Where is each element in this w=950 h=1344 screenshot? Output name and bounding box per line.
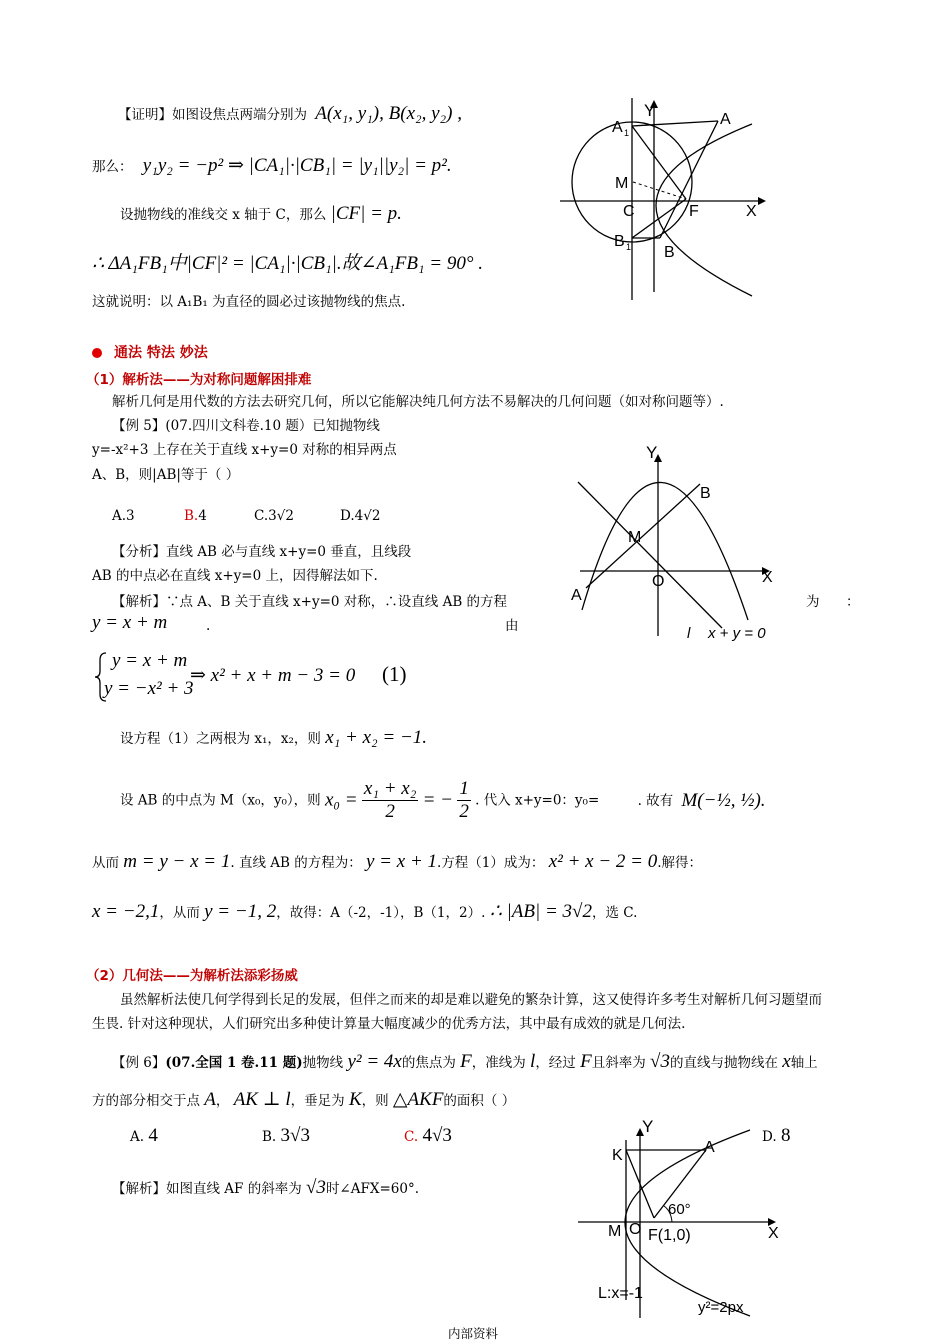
fig1-label-y: Y [644, 101, 656, 120]
ex5-solve-dot: . [206, 618, 211, 634]
fig1-label-f: F [689, 203, 699, 220]
then-line-eq: y = x + 1 [366, 851, 438, 872]
ex5-solve-label: 【解析】 [112, 594, 166, 610]
ex6-label: 【例 6】 [112, 1055, 166, 1071]
fig1-label-a: A [720, 111, 731, 128]
ex5-option-b [184, 506, 254, 526]
fig3-label-o: O [629, 1221, 642, 1238]
then-line-text: . 直线 AB 的方程为： [230, 855, 362, 871]
fig1-seg-b1-f [632, 199, 686, 238]
system-eq-1: y = x + m [112, 650, 188, 671]
ex6-text-4: ，经过 [535, 1055, 576, 1071]
fig3-label-m: M [608, 1223, 622, 1240]
fig1-label-x: X [746, 203, 757, 220]
proof-line-5 [92, 292, 405, 312]
ex5-label: 【例 5】 [112, 418, 166, 434]
ex6-f: F [460, 1051, 472, 1072]
proof-line4-math: ∴ ΔA₁FB₁中|CF|² = |CA₁|·|CB₁|.故∠A₁FB₁ = 90° . [92, 253, 483, 274]
ex6-parabola: y² = 4x [347, 1051, 402, 1072]
final-x: x = −2,1 [92, 901, 160, 922]
ex5-solve-you: 由 [505, 618, 519, 634]
ex5-analysis-2: AB 的中点必在直线 x+y=0 上，因得解法如下. [92, 568, 378, 584]
footer-text: 内部资料 [448, 1326, 499, 1341]
ex6-text-7: 轴上 [790, 1055, 818, 1071]
ex6-solve-text: 如图直线 AF 的斜率为 [166, 1181, 302, 1197]
bullet-icon [92, 348, 102, 358]
ex5-options [112, 506, 380, 526]
fig2-segment-ab [586, 484, 700, 588]
fig2-label-line: x + y = 0 [708, 625, 766, 642]
ex5-option-b-letter: B. [184, 508, 199, 524]
ex6-text-3: ，准线为 [471, 1055, 526, 1071]
fig3-label-f: F(1,0) [648, 1227, 691, 1244]
then-line [92, 852, 702, 873]
fig3-label-para: y²=2px [698, 1299, 744, 1316]
ex6-option-b-value: 3√3 [280, 1125, 310, 1146]
fig1-label-b: B [664, 244, 675, 261]
ex5-analysis-label: 【分析】 [112, 544, 166, 560]
ex5-line-2: y=-x²+3 上存在关于直线 x+y=0 对称的相异两点 [92, 442, 397, 458]
ex6-text-6: 的直线与抛物线在 [669, 1055, 778, 1071]
ex6-option-a [130, 1126, 262, 1147]
then-text: 从而 [92, 855, 119, 871]
midpoint-line [120, 778, 766, 823]
ex6-option-d-value: 8 [780, 1125, 791, 1146]
mid-half [457, 778, 471, 823]
proof-line5-text: 这就说明：以 A₁B₁ 为直径的圆必过该抛物线的焦点. [92, 294, 406, 310]
fig1-seg-a-b [660, 121, 718, 238]
proof-line1-text: 如图设焦点两端分别为 [172, 107, 307, 123]
ex5-analysis-1 [112, 542, 411, 562]
then-eq: x² + x − 2 = 0 [548, 851, 658, 872]
mid-eq2: = − [422, 789, 454, 811]
figure-1-circle-parabola [556, 96, 766, 302]
mid-gu: . 故有 [637, 792, 674, 809]
fig1-seg-a1-f [632, 126, 686, 199]
ex5-solve-colon: ： [846, 594, 860, 610]
fig2-label-x: X [762, 569, 773, 586]
ex6-point-a: A [204, 1089, 216, 1110]
para-2b: 生畏. 针对这种现状，人们研究出多种使计算量大幅度减少的优秀方法，其中最有成效的就是几何法. [92, 1016, 686, 1032]
ex6-l: l [530, 1051, 536, 1072]
ex6-line2-b: ，垂足为 [290, 1093, 345, 1109]
fig3-label-angle: 60° [668, 1201, 691, 1218]
subsection-1-title: （1）解析法——为对称问题解困排难 [86, 372, 312, 388]
ex6-f2: F [580, 1051, 592, 1072]
ex6-point-k: K [348, 1089, 362, 1110]
roots-line [120, 728, 427, 749]
proof-line-1 [118, 104, 462, 125]
ex6-text-5: 且斜率为 [591, 1055, 646, 1071]
mid-half-den: 2 [459, 801, 469, 822]
ex6-line2-a: 方的部分相交于点 [92, 1093, 200, 1109]
system-result: ⇒ x² + x + m − 3 = 0 [190, 665, 356, 686]
fig2-label-o: O [652, 573, 665, 590]
ex6-x: x [782, 1051, 791, 1072]
ex6-line2-d: 的面积（ ） [443, 1093, 516, 1109]
ex5-option-d: D.4√2 [340, 508, 381, 524]
ex6-solve-label: 【解析】 [112, 1181, 166, 1197]
fig3-label-l: L:x=-1 [598, 1285, 643, 1302]
fig2-parabola [582, 482, 748, 620]
ex6-src: (07.全国 1 卷.11 题) [165, 1055, 303, 1071]
ex6-triangle: △AKF [392, 1089, 444, 1110]
then-eq-text: .方程（1）成为： [437, 855, 545, 871]
proof-label: 【证明】 [118, 107, 172, 123]
proof-line3-text: 设抛物线的准线交 x 轴于 C，那么 [120, 207, 327, 223]
ex6-option-c-value: 4√3 [422, 1125, 452, 1146]
mid-frac [362, 778, 418, 823]
ex6-option-b [262, 1126, 404, 1147]
then-solve: .解得： [657, 855, 703, 871]
mid-text: 设 AB 的中点为 M（x₀，y₀），则 [120, 792, 321, 809]
para-2a: 虽然解析法使几何学得到长足的发展，但伴之而来的却是难以避免的繁杂计算，这又使得许多考生对解析几何习题望而 [120, 992, 822, 1008]
ex5-option-b-value: 4 [198, 508, 207, 524]
ex5-line-3: A、B，则|AB|等于（ ） [92, 467, 240, 483]
fig2-label-a: A [571, 587, 582, 604]
mid-sub: . 代入 x+y=0：y₀= [475, 792, 600, 809]
fig2-label-m: M [628, 529, 642, 546]
ex6-slope: √3 [650, 1051, 670, 1072]
fig1-x-arrow [758, 197, 766, 205]
ex6-perp: AK ⊥ l [233, 1089, 291, 1110]
ex6-option-a-value: 4 [148, 1125, 158, 1146]
ex5-line-1 [112, 416, 380, 436]
final-text-3: ，选 C. [591, 905, 638, 921]
final-ab: ∴ |AB| = 3√2 [489, 901, 592, 922]
ex6-solve-line [112, 1178, 419, 1199]
fig2-label-l: l [687, 625, 691, 642]
ex5-option-a: A.3 [112, 508, 135, 524]
section-title-text: 通法 特法 妙法 [114, 345, 208, 361]
mid-half-num: 1 [459, 778, 469, 799]
fig1-label-m: M [615, 175, 629, 192]
ex5-analysis-text: 直线 AB 必与直线 x+y=0 垂直，且线段 [166, 544, 412, 560]
ex6-text-2: 的焦点为 [401, 1055, 456, 1071]
fig3-label-x: X [768, 1225, 779, 1242]
para-1: 解析几何是用代数的方法去研究几何，所以它能解决纯几何方法不易解决的几何问题（如对称问题等）. [112, 394, 724, 410]
system-tag: (1) [382, 662, 407, 686]
ex6-line-1 [112, 1052, 818, 1073]
final-text-2: ，故得：A（-2，-1），B（1，2）. [276, 905, 486, 921]
final-text-1: ，从而 [159, 905, 200, 921]
ex6-text-1: 抛物线 [302, 1055, 344, 1071]
final-y: y = −1, 2 [204, 901, 277, 922]
fig1-label-b1: B [614, 233, 625, 250]
fig3-label-k: K [612, 1147, 623, 1164]
ex5-option-c: C.3√2 [254, 508, 294, 524]
system-eq-2: y = −x² + 3 [104, 678, 194, 699]
ex6-solve-tail: 时∠AFX=60°. [325, 1181, 420, 1197]
proof-line2-math: y₁y₂ = −p² ⇒ |CA₁|·|CB₁| = |y₁||y₂| = p². [142, 155, 452, 176]
ex6-option-c [404, 1125, 452, 1146]
fig1-label-c: C [623, 203, 635, 220]
proof-line-4 [92, 254, 483, 275]
then-m: m = y − x = 1 [123, 851, 231, 872]
mid-frac-den: 2 [385, 801, 395, 822]
figure-2-parabola-symmetric [566, 440, 786, 646]
proof-line3-math: |CF| = p. [330, 203, 402, 224]
ex5-solve-text: ∵点 A、B 关于直线 x+y=0 对称，∴设直线 AB 的方程 [166, 594, 508, 610]
ex6-option-b-label: B. [262, 1129, 277, 1145]
fig2-label-b: B [700, 485, 711, 502]
section-title [92, 342, 208, 362]
ex5-solve-1 [112, 592, 507, 612]
ex6-option-c-label: C. [404, 1129, 419, 1145]
ex6-option-a-label: A. [130, 1129, 145, 1145]
ex6-options [130, 1126, 452, 1147]
fig3-parabola [625, 1130, 750, 1316]
mid-frac-num: x₁ + x₂ [363, 778, 417, 799]
fig3-label-a: A [704, 1139, 715, 1156]
ex5-text: (07.四川文科卷.10 题）已知抛物线 [165, 418, 380, 434]
fig1-label-b1-sub: 1 [626, 242, 632, 252]
final-line [92, 902, 637, 923]
proof-line-2 [92, 156, 452, 177]
roots-text: 设方程（1）之两根为 x₁，x₂，则 [120, 731, 321, 747]
fig2-line-l [578, 482, 722, 628]
proof-line1-math: A(x₁, y₁), B(x₂, y₂) , [315, 103, 462, 124]
fig1-label-a1-sub: 1 [624, 128, 630, 138]
ex6-line2-c: ，则 [361, 1093, 389, 1109]
ex6-option-d-label: D. [762, 1129, 777, 1145]
fig1-label-a1: A [612, 119, 623, 136]
mid-x0: x₀ = [324, 789, 358, 811]
figure-3-parabola-focus [576, 1116, 784, 1320]
ex6-line-2: 方的部分相交于点 A， AK ⊥ l，垂足为 K，则 △AKF的面积（ ） [92, 1089, 516, 1110]
subsection-2-title: （2）几何法——为解析法添彩扬威 [86, 968, 298, 984]
fig2-label-y: Y [646, 443, 658, 462]
ex5-solve-eq: y = x + m [92, 612, 168, 633]
proof-line-3 [120, 204, 402, 225]
proof-line2-lead: 那么： [92, 159, 133, 175]
mid-point: M(−½, ½). [681, 789, 766, 811]
ex5-solve-wei: 为 [806, 594, 820, 610]
ex6-solve-slope: √3 [306, 1177, 326, 1198]
roots-math: x₁ + x₂ = −1. [325, 727, 428, 748]
fig3-label-y: Y [642, 1117, 654, 1136]
